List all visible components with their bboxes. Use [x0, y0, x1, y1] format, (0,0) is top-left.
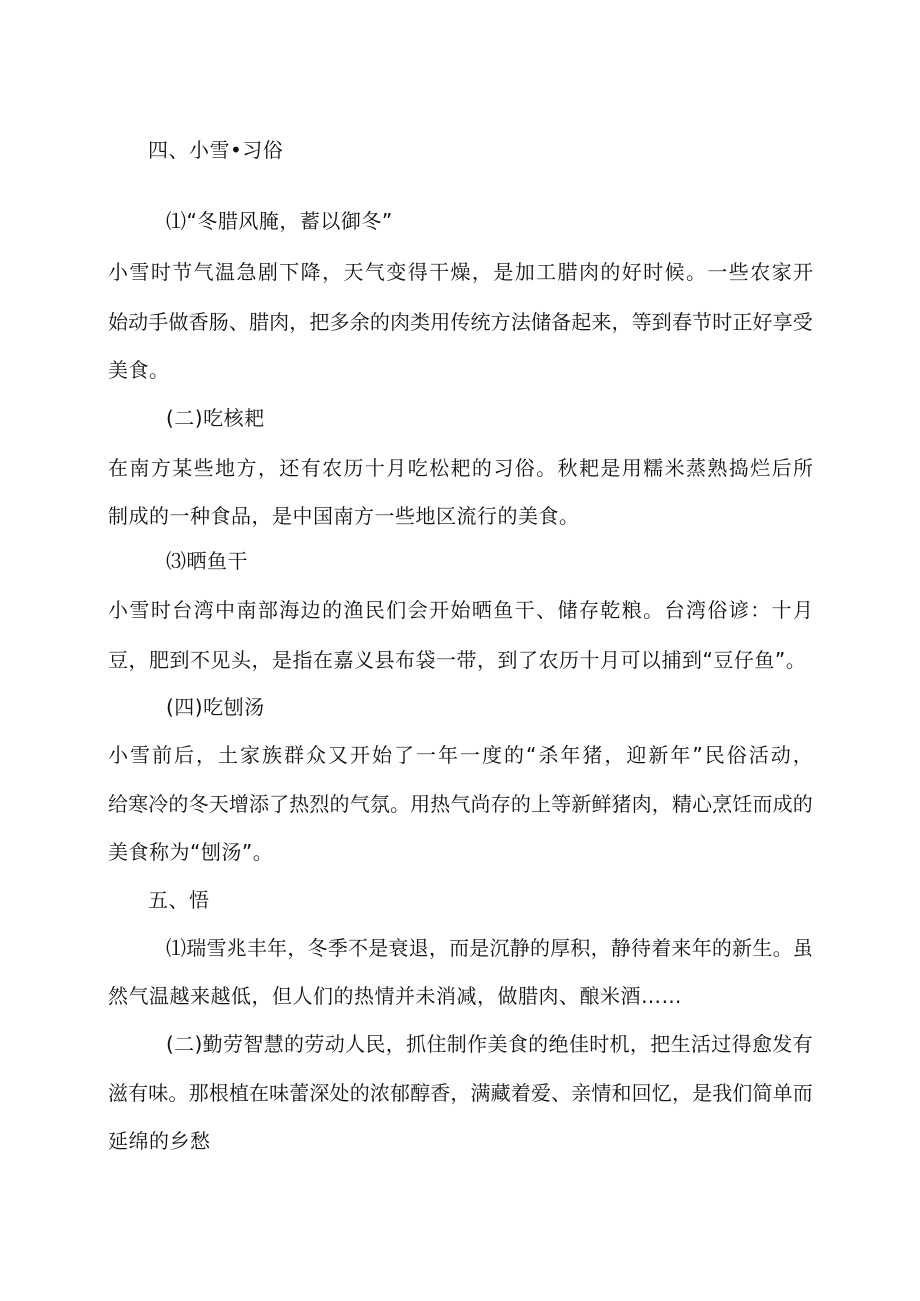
- subheading-ciba: (二)吃核耙: [166, 406, 265, 430]
- paragraph-line: 美食称为“刨汤”。: [108, 840, 274, 864]
- paragraph-line: 豆，肥到不见头，是指在嘉义县布袋一带，到了农历十月可以捕到“豆仔鱼”。: [108, 648, 807, 672]
- section-heading-customs: 四、小雪•习俗: [148, 138, 284, 162]
- paragraph-line: 制成的一种食品，是中国南方一些地区流行的美食。: [108, 504, 580, 528]
- subheading-pao-tang: (四)吃刨汤: [166, 695, 265, 719]
- paragraph-line: 始 动 手 做 香 肠 、 腊 肉 ， 把 多 余 的 肉 类 用 传 统 方 法 储 备 起 来 ， 等 到 春 节 时 正 好 享 受: [108, 310, 813, 334]
- subheading-cured-meat: ⑴“冬腊风腌，蓄以御冬”: [166, 209, 393, 233]
- paragraph-line: 滋 有 味 。 那 根 植 在 味 蕾 深 处 的 浓 郁 醇 香 ， 满 藏 着 爱 、 亲 情 和 回 忆 ， 是 我 们 简 单 而: [108, 1081, 813, 1105]
- paragraph-line: 延绵的乡愁: [108, 1129, 211, 1153]
- paragraph-line: 小 雪 时 台 湾 中 南 部 海 边 的 渔 民 们 会 开 始 晒 鱼 干 、 储 存 乾 粮 。 台 湾 俗 谚 ： 十 月: [108, 598, 813, 622]
- paragraph-line: 然气温越来越低，但人们的热情并未消减，做腊肉、酿米酒……: [108, 984, 682, 1008]
- paragraph-line: ⑴ 瑞 雪 兆 丰 年 ， 冬 季 不 是 衰 退 ， 而 是 沉 静 的 厚 积 ， 静 待 着 来 年 的 新 生 。 虽: [166, 936, 813, 960]
- paragraph-line: 在 南 方 某 些 地 方 ， 还 有 农 历 十 月 吃 松 耙 的 习 俗 。 秋 耙 是 用 糯 米 蒸 熟 捣 烂 后 所: [108, 456, 813, 480]
- paragraph-line: 小 雪 前 后 ， 土 家 族 群 众 又 开 始 了 一 年 一 度 的 “ 杀 年 猪 ， 迎 新 年 ” 民 俗 活 动 ，: [108, 743, 813, 767]
- paragraph-line: 给 寒 冷 的 冬 天 增 添 了 热 烈 的 气 氛 。 用 热 气 尚 存 的 上 等 新 鲜 猪 肉 ， 精 心 烹 饪 而 成 的: [108, 792, 813, 816]
- paragraph-line: 小 雪 时 节 气 温 急 剧 下 降 ， 天 气 变 得 干 燥 ， 是 加 工 腊 肉 的 好 时 候 。 一 些 农 家 开: [108, 260, 813, 284]
- paragraph-line: 美食。: [108, 358, 170, 382]
- paragraph-line: ( 二 ) 勤 劳 智 慧 的 劳 动 人 民 ， 抓 住 制 作 美 食 的 绝 佳 时 机 ， 把 生 活 过 得 愈 发 有: [166, 1032, 813, 1056]
- section-heading-reflection: 五、悟: [148, 888, 210, 912]
- subheading-dried-fish: ⑶晒鱼干: [166, 549, 248, 573]
